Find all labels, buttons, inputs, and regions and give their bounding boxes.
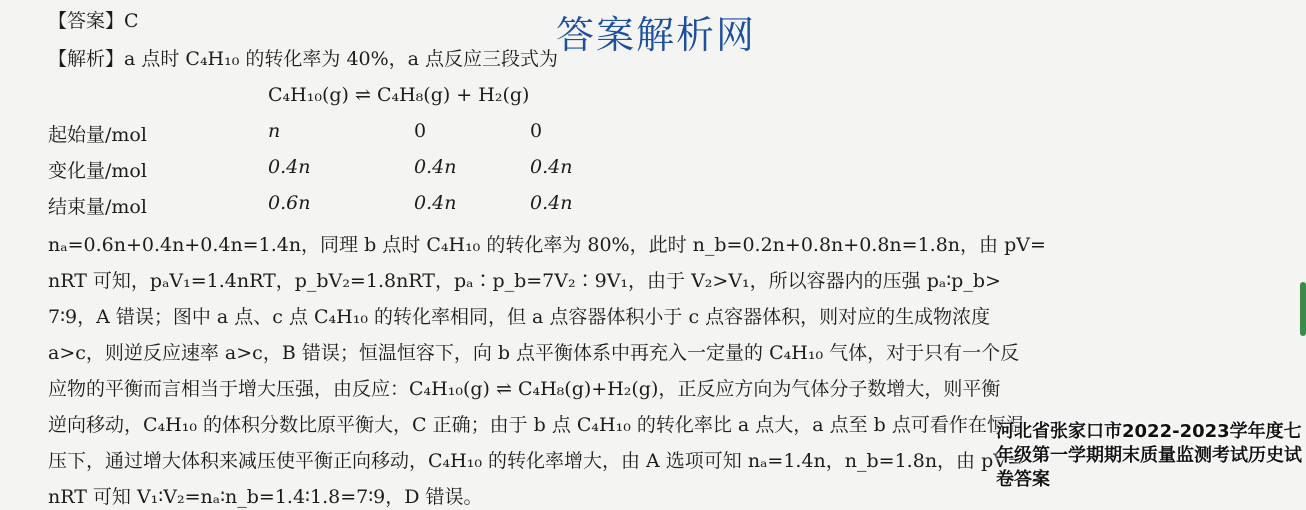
cell-final-product2: 0.4n xyxy=(530,192,573,214)
body-line: 7∶9，A 错误；图中 a 点、c 点 C₄H₁₀ 的转化率相同，但 a 点容器体积小于 c 点容器体积，则对应的生成物浓度 xyxy=(48,306,991,328)
scrollbar-thumb[interactable] xyxy=(1300,282,1306,336)
cell-final-product1: 0.4n xyxy=(414,192,457,214)
row-label-change: 变化量/mol xyxy=(48,160,147,182)
exam-title-overlay: 河北省张家口市2022-2023学年度七年级第一学期期末质量监测考试历史试卷答案 xyxy=(996,421,1302,490)
row-label-final: 结束量/mol xyxy=(48,196,147,218)
cell-initial-product1: 0 xyxy=(414,120,427,142)
cell-final-reactant: 0.6n xyxy=(268,192,311,214)
cell-change-product1: 0.4n xyxy=(414,156,457,178)
body-line: nₐ=0.6n+0.4n+0.4n=1.4n，同理 b 点时 C₄H₁₀ 的转化率为 80%，此时 n_b=0.2n+0.8n+0.8n=1.8n，由 pV= xyxy=(48,234,1046,256)
cell-initial-product2: 0 xyxy=(530,120,543,142)
answer-line: 【答案】C xyxy=(48,10,139,32)
body-line: a>c，则逆反应速率 a>c，B 错误；恒温恒容下，向 b 点平衡体系中再充入一定量的 C₄H₁₀ 气体，对于只有一个反 xyxy=(48,342,1020,364)
body-line: 逆向移动，C₄H₁₀ 的体积分数比原平衡大，C 正确；由于 b 点 C₄H₁₀ 的转化率比 a 点大，a 点至 b 点可看作在恒温 xyxy=(48,414,1025,436)
cell-change-product2: 0.4n xyxy=(530,156,573,178)
body-line: 应物的平衡而言相当于增大压强，由反应：C₄H₁₀(g) ⇌ C₄H₈(g)+H₂(g)，正反应方向为气体分子数增大，则平衡 xyxy=(48,378,1001,400)
body-line: nRT 可知，pₐV₁=1.4nRT，p_bV₂=1.8nRT，pₐ∶p_b=7V₂∶9V₁，由于 V₂>V₁，所以容器内的压强 pₐ∶p_b> xyxy=(48,270,1001,292)
row-label-initial: 起始量/mol xyxy=(48,124,147,146)
cell-change-reactant: 0.4n xyxy=(268,156,311,178)
body-line: nRT 可知 V₁∶V₂=nₐ∶n_b=1.4∶1.8=7∶9，D 错误。 xyxy=(48,486,483,508)
site-watermark: 答案解析网 xyxy=(556,13,757,57)
body-line: 压下，通过增大体积来减压使平衡正向移动，C₄H₁₀ 的转化率增大，由 A 选项可知 nₐ=1.4n，n_b=1.8n，由 pV= xyxy=(48,450,1023,472)
cell-initial-reactant: n xyxy=(268,120,281,142)
reaction-equation: C₄H₁₀(g) ⇌ C₄H₈(g) + H₂(g) xyxy=(268,84,530,106)
analysis-intro: 【解析】a 点时 C₄H₁₀ 的转化率为 40%，a 点反应三段式为 xyxy=(48,48,559,70)
